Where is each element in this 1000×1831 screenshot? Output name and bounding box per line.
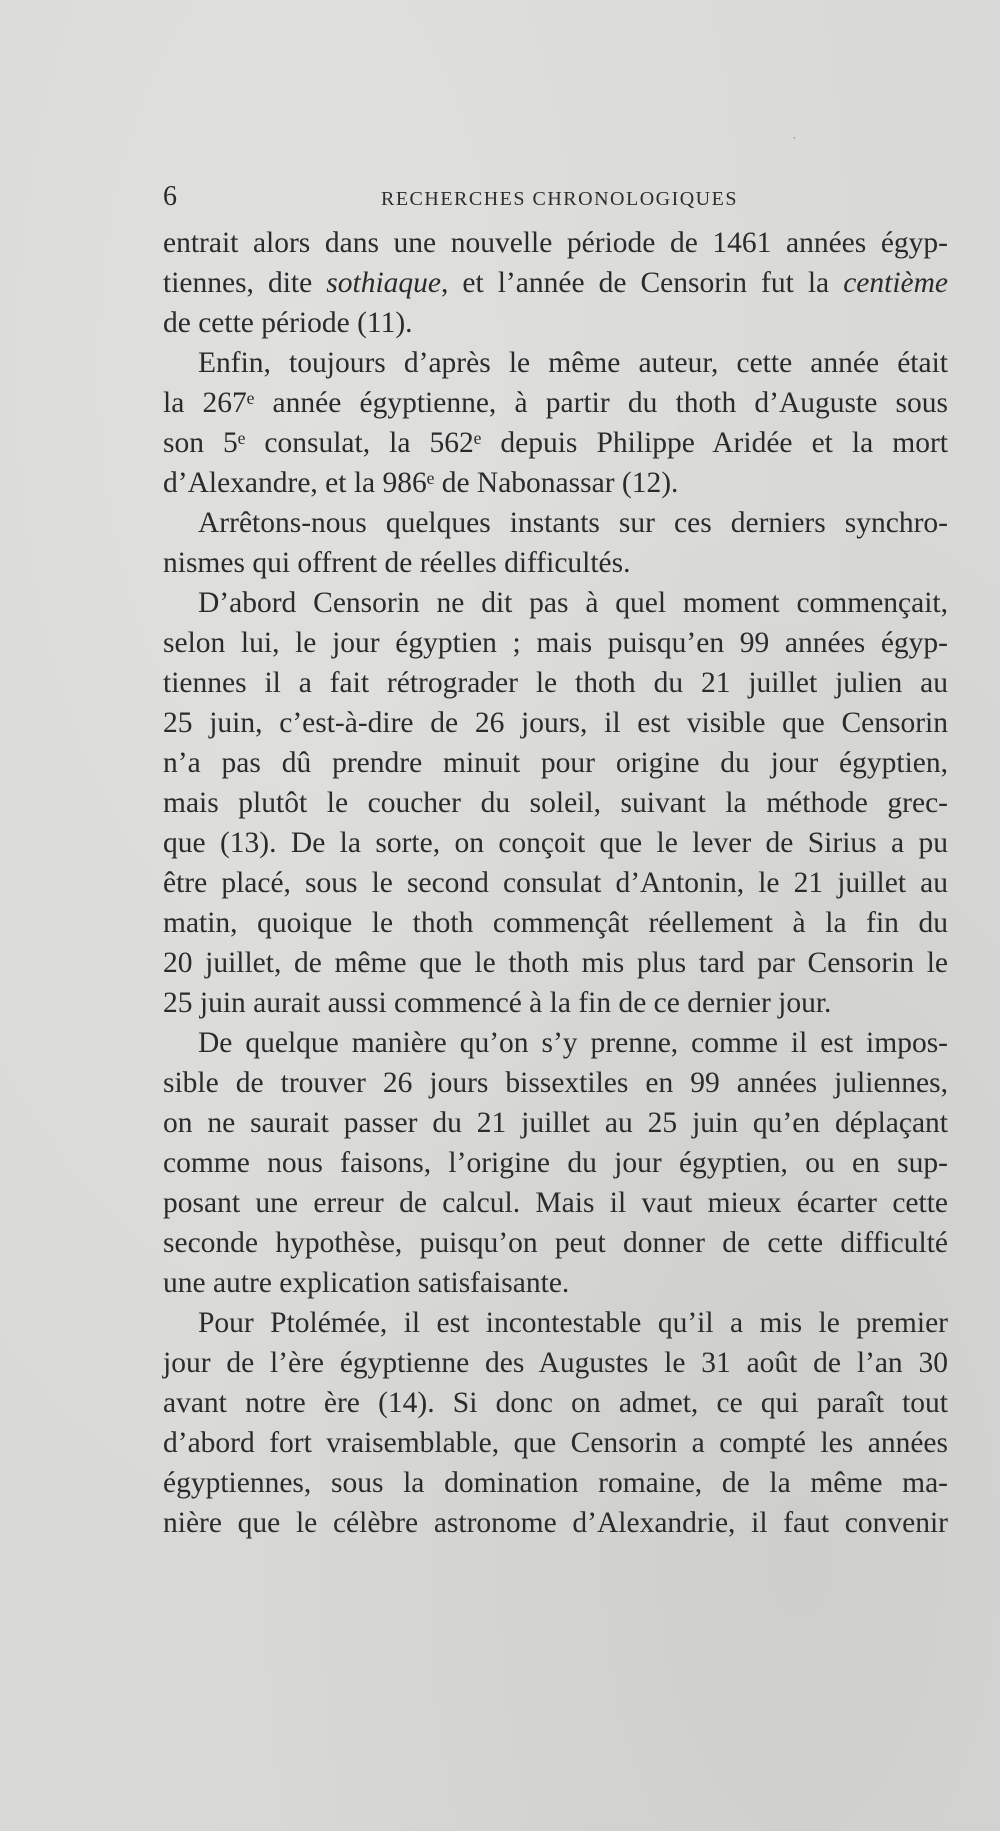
text-line xyxy=(163,1423,948,1463)
line-text: entrait alors dans une nouvelle période de 1461 années égyp- xyxy=(163,227,948,259)
running-head: RECHERCHES CHRONOLOGIQUES xyxy=(381,188,738,210)
line-text: de cette période (11). xyxy=(163,307,413,339)
line-text: Arrêtons-nous quelques instants sur ces derniers synchro- xyxy=(198,507,948,539)
line-text: mais plutôt le coucher du soleil, suivant la méthode grec- xyxy=(163,787,948,819)
line-text: une autre explication satisfaisante. xyxy=(163,1267,570,1299)
line-text: on ne saurait passer du 21 juillet au 25 juin qu’en déplaçant xyxy=(163,1107,948,1139)
text-line xyxy=(163,1103,948,1143)
text-line xyxy=(163,543,948,583)
text-line xyxy=(163,1263,948,1303)
text-line xyxy=(163,223,948,263)
text-line xyxy=(163,1223,948,1263)
text-line xyxy=(163,1503,948,1543)
line-text: jour de l’ère égyptienne des Augustes le 31 août de l’an 30 xyxy=(163,1347,948,1379)
text-line xyxy=(163,903,948,943)
line-text: son 5ᵉ consulat, la 562ᵉ depuis Philippe Aridée et la mort xyxy=(163,427,948,459)
line-text: matin, quoique le thoth commençât réellement à la fin du xyxy=(163,907,948,939)
line-text: comme nous faisons, l’origine du jour égyptien, ou en sup- xyxy=(163,1147,948,1179)
text-line xyxy=(198,583,948,623)
line-text: 25 juin aurait aussi commencé à la fin de ce dernier jour. xyxy=(163,987,832,1019)
line-text: 25 juin, c’est-à-dire de 26 jours, il est visible que Censorin xyxy=(163,707,948,739)
line-text: Enfin, toujours d’après le même auteur, cette année était xyxy=(198,347,948,379)
line-text: être placé, sous le second consulat d’Antonin, le 21 juillet au xyxy=(163,867,948,899)
line-text: la 267ᵉ année égyptienne, à partir du thoth d’Auguste sous xyxy=(163,387,948,419)
text-line xyxy=(163,1143,948,1183)
line-text: posant une erreur de calcul. Mais il vaut mieux écarter cette xyxy=(163,1187,948,1219)
text-line xyxy=(198,1023,948,1063)
line-text: d’abord fort vraisemblable, que Censorin a compté les années xyxy=(163,1427,948,1459)
text-line xyxy=(163,663,948,703)
line-text: sible de trouver 26 jours bissextiles en 99 années juliennes, xyxy=(163,1067,948,1099)
line-text: n’a pas dû prendre minuit pour origine du jour égyptien, xyxy=(163,747,948,779)
text-line xyxy=(163,1463,948,1503)
text-line xyxy=(163,1063,948,1103)
text-line xyxy=(198,1303,948,1343)
line-text-pre: tiennes, dite xyxy=(163,267,327,299)
text-line xyxy=(163,263,948,303)
text-line xyxy=(163,983,948,1023)
line-text: nismes qui offrent de réelles difficultés. xyxy=(163,547,631,579)
line-text: tiennes il a fait rétrograder le thoth du 21 juillet julien au xyxy=(163,667,948,699)
text-line xyxy=(163,463,948,503)
line-text-post: , et l’année de Censorin fut la xyxy=(440,267,844,299)
text-line xyxy=(163,943,948,983)
line-text: égyptiennes, sous la domination romaine, de la même ma- xyxy=(163,1467,948,1499)
line-text: seconde hypothèse, puisqu’on peut donner de cette difficulté xyxy=(163,1227,948,1259)
italic-term-sothiaque: sothiaque xyxy=(326,267,441,299)
line-text: nière que le célèbre astronome d’Alexandrie, il faut convenir xyxy=(163,1507,948,1539)
text-line xyxy=(163,423,948,463)
line-text: d’Alexandre, et la 986ᵉ de Nabonassar (12). xyxy=(163,467,679,499)
page-number: 6 xyxy=(163,181,177,212)
text-line xyxy=(163,703,948,743)
line-text: que (13). De la sorte, on conçoit que le lever de Sirius a pu xyxy=(163,827,948,859)
text-line xyxy=(163,863,948,903)
line-text: avant notre ère (14). Si donc on admet, ce qui paraît tout xyxy=(163,1387,948,1419)
paper-speck: ˙ xyxy=(792,135,797,150)
text-line xyxy=(198,343,948,383)
italic-term-centieme: centième xyxy=(843,267,949,299)
page-header xyxy=(163,177,813,217)
text-line xyxy=(163,383,948,423)
line-text: D’abord Censorin ne dit pas à quel moment commençait, xyxy=(198,587,948,619)
text-line xyxy=(163,1343,948,1383)
line-text: De quelque manière qu’on s’y prenne, comme il est impos- xyxy=(198,1027,948,1059)
text-line xyxy=(163,823,948,863)
text-line xyxy=(163,1183,948,1223)
text-line xyxy=(163,303,948,343)
text-line xyxy=(198,503,948,543)
text-line xyxy=(163,623,948,663)
text-line xyxy=(163,1383,948,1423)
line-text: 20 juillet, de même que le thoth mis plus tard par Censorin le xyxy=(163,947,948,979)
line-text: Pour Ptolémée, il est incontestable qu’il a mis le premier xyxy=(198,1307,948,1339)
line-text: selon lui, le jour égyptien ; mais puisqu’en 99 années égyp- xyxy=(163,627,948,659)
text-line xyxy=(163,783,948,823)
text-line xyxy=(163,743,948,783)
